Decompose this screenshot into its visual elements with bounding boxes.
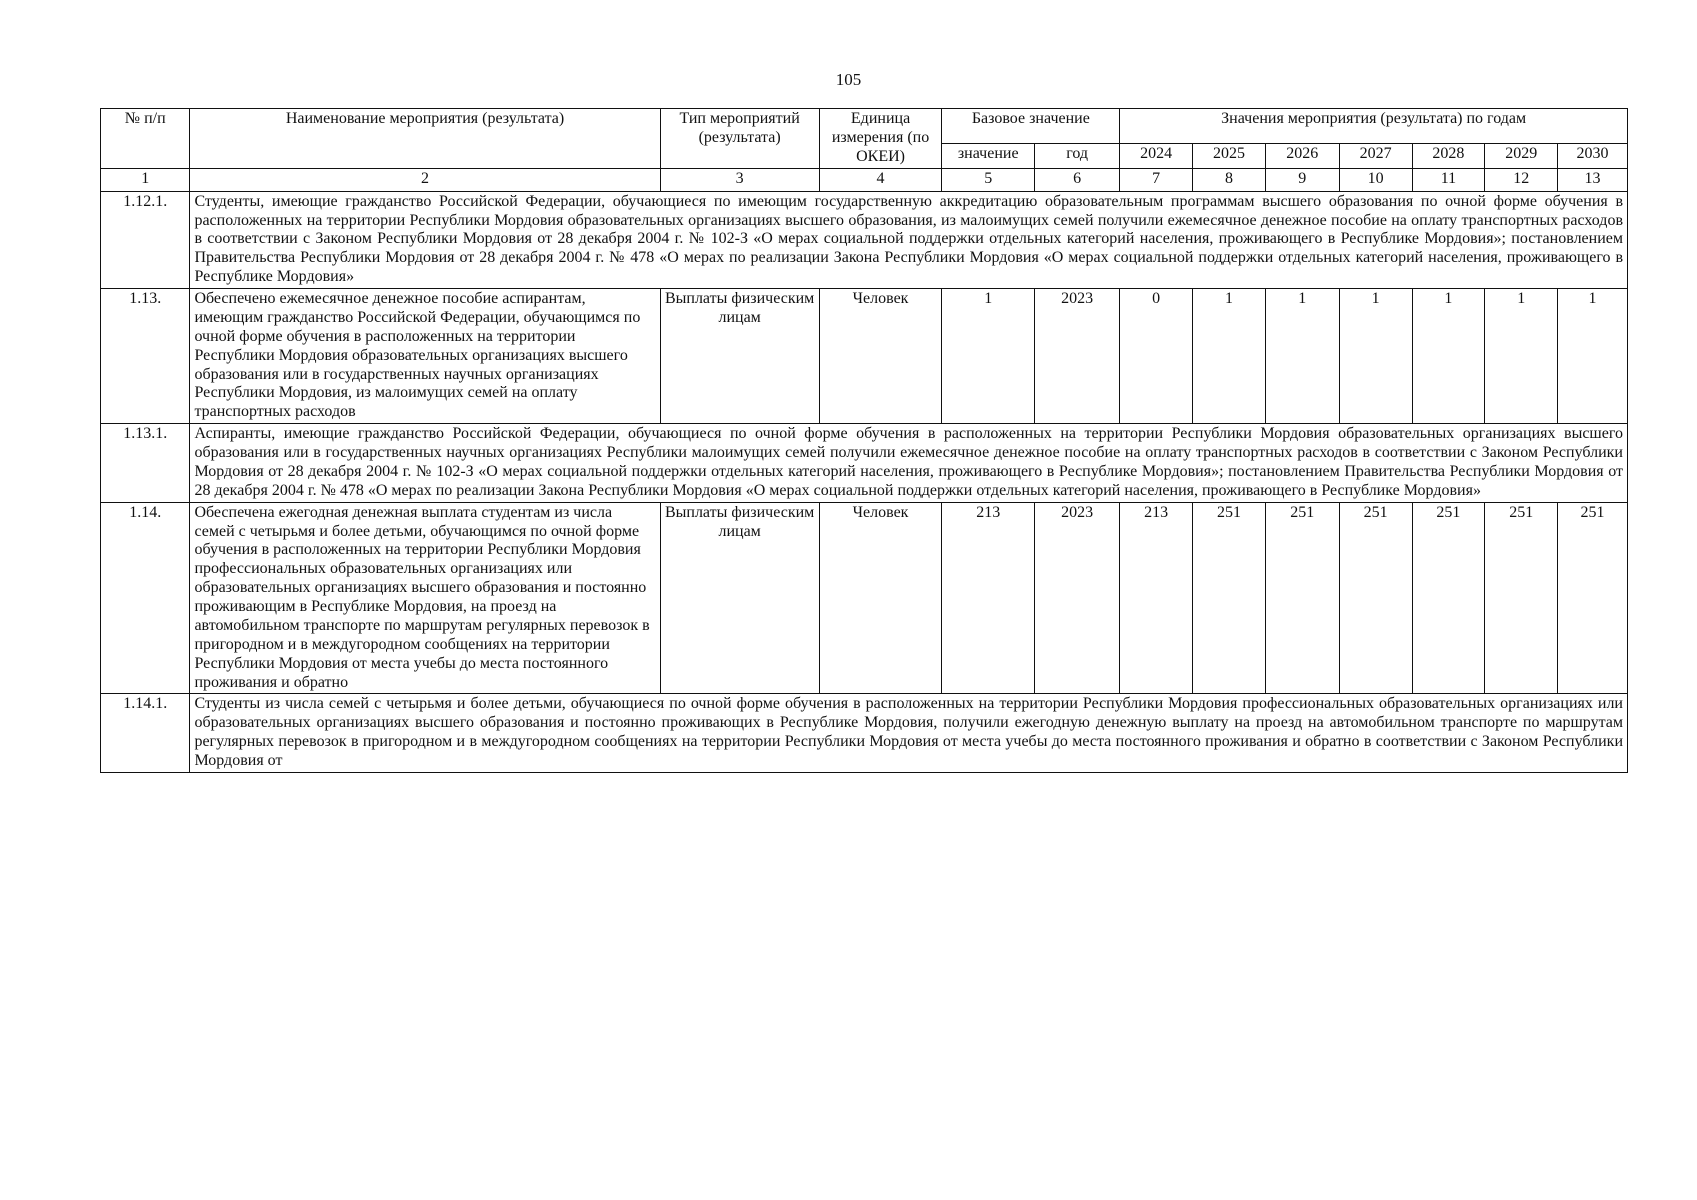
base-value: 213 xyxy=(942,502,1035,694)
year-value: 1 xyxy=(1265,289,1339,424)
year-value: 213 xyxy=(1120,502,1193,694)
year-value: 251 xyxy=(1485,502,1558,694)
activities-table xyxy=(100,108,1628,773)
column-number: 6 xyxy=(1034,168,1119,191)
column-number: 12 xyxy=(1485,168,1558,191)
column-number: 7 xyxy=(1120,168,1193,191)
row-number: 1.14. xyxy=(101,502,190,694)
base-value: 1 xyxy=(942,289,1035,424)
table-row xyxy=(101,191,1628,288)
year-value: 1 xyxy=(1412,289,1485,424)
header-year: 2030 xyxy=(1558,144,1628,169)
header-num: № п/п xyxy=(101,109,190,169)
base-year: 2023 xyxy=(1034,502,1119,694)
column-number: 11 xyxy=(1412,168,1485,191)
header-base: Базовое значение xyxy=(942,109,1120,144)
row-number: 1.12.1. xyxy=(101,191,190,288)
header-by-years: Значения мероприятия (результата) по годам xyxy=(1120,109,1628,144)
result-description: Студенты из числа семей с четырьмя и более детьми, обучающиеся по очной форме обучения в расположенных на территории Республики Мордовия профессиональных образовательных организациях или образовательных организациях высшего образования и постоянно проживающих в Республике Мордовия, получили ежегодную денежную выплату на проезд на автомобильном транспорте по маршрутам регулярных перевозок в пригородном и в междугородном сообщениях на территории Республики Мордовия от места учебы до места постоянного проживания и обратно в соответствии с Законом Республики Мордовия от xyxy=(190,694,1628,773)
activity-type: Выплаты физическим лицам xyxy=(660,289,819,424)
year-value: 1 xyxy=(1193,289,1266,424)
header-year: 2029 xyxy=(1485,144,1558,169)
unit: Человек xyxy=(819,289,942,424)
header-year: 2028 xyxy=(1412,144,1485,169)
header-row xyxy=(101,109,1628,144)
activity-name: Обеспечена ежегодная денежная выплата студентам из числа семей с четырьмя и более детьми, обучающимся по очной форме обучения в расположенных на территории Республики Мордовия профессиональных образовательных организациях или образовательных организациях высшего образования и постоянно проживающим в Республике Мордовия, на проезд на автомобильном транспорте по маршрутам регулярных перевозок в пригородном и в междугородном сообщениях на территории Республики Мордовия от места учебы до места постоянного проживания и обратно xyxy=(190,502,660,694)
header-base-year: год xyxy=(1034,144,1119,169)
column-number: 10 xyxy=(1339,168,1412,191)
header-name: Наименование мероприятия (результата) xyxy=(190,109,660,169)
table-row xyxy=(101,289,1628,424)
column-number-row xyxy=(101,168,1628,191)
header-unit: Единица измерения (по ОКЕИ) xyxy=(819,109,942,169)
year-value: 251 xyxy=(1339,502,1412,694)
unit: Человек xyxy=(819,502,942,694)
row-number: 1.13. xyxy=(101,289,190,424)
activity-name: Обеспечено ежемесячное денежное пособие аспирантам, имеющим гражданство Российской Федерации, обучающимся по очной форме обучения в расположенных на территории Республики Мордовия образовательных организациях высшего образования или в государственных научных организациях Республики Мордовия, из малоимущих семей на оплату транспортных расходов xyxy=(190,289,660,424)
header-year: 2026 xyxy=(1265,144,1339,169)
header-type: Тип мероприятий (результата) xyxy=(660,109,819,169)
result-description: Аспиранты, имеющие гражданство Российской Федерации, обучающиеся по очной форме обучения в расположенных на территории Республики Мордовия образовательных организациях высшего образования или в государственных научных организациях Республики малоимущих семей получили ежемесячное денежное пособие на оплату транспортных расходов в соответствии с Законом Республики Мордовия от 28 декабря 2004 г. № 102-З «О мерах социальной поддержки отдельных категорий населения, проживающего в Республике Мордовия»; постановлением Правительства Республики Мордовия от 28 декабря 2004 г. № 478 «О мерах по реализации Закона Республики Мордовия «О мерах социальной поддержки отдельных категорий населения, проживающего в Республике Мордовия» xyxy=(190,424,1628,503)
table-row xyxy=(101,694,1628,773)
column-number: 9 xyxy=(1265,168,1339,191)
base-year: 2023 xyxy=(1034,289,1119,424)
header-year: 2027 xyxy=(1339,144,1412,169)
year-value: 251 xyxy=(1558,502,1628,694)
column-number: 4 xyxy=(819,168,942,191)
year-value: 1 xyxy=(1485,289,1558,424)
result-description: Студенты, имеющие гражданство Российской Федерации, обучающиеся по имеющим государственную аккредитацию образовательным программам высшего образования по очной форме обучения в расположенных на территории Республики Мордовия образовательных организациях высшего образования, из малоимущих семей получили ежемесячное денежное пособие на оплату транспортных расходов в соответствии с Законом Республики Мордовия от 28 декабря 2004 г. № 102-З «О мерах социальной поддержки отдельных категорий населения, проживающего в Республике Мордовия»; постановлением Правительства Республики Мордовия от 28 декабря 2004 г. № 478 «О мерах по реализации Закона Республики Мордовия «О мерах социальной поддержки отдельных категорий населения, проживающего в Республике Мордовия» xyxy=(190,191,1628,288)
year-value: 1 xyxy=(1558,289,1628,424)
year-value: 251 xyxy=(1412,502,1485,694)
row-number: 1.14.1. xyxy=(101,694,190,773)
row-number: 1.13.1. xyxy=(101,424,190,503)
year-value: 0 xyxy=(1120,289,1193,424)
column-number: 3 xyxy=(660,168,819,191)
column-number: 1 xyxy=(101,168,190,191)
year-value: 1 xyxy=(1339,289,1412,424)
year-value: 251 xyxy=(1193,502,1266,694)
column-number: 8 xyxy=(1193,168,1266,191)
column-number: 5 xyxy=(942,168,1035,191)
header-year: 2024 xyxy=(1120,144,1193,169)
table-row xyxy=(101,424,1628,503)
column-number: 13 xyxy=(1558,168,1628,191)
column-number: 2 xyxy=(190,168,660,191)
table-row xyxy=(101,502,1628,694)
activity-type: Выплаты физическим лицам xyxy=(660,502,819,694)
page-number: 105 xyxy=(835,70,862,89)
header-year: 2025 xyxy=(1193,144,1266,169)
year-value: 251 xyxy=(1265,502,1339,694)
header-base-value: значение xyxy=(942,144,1035,169)
